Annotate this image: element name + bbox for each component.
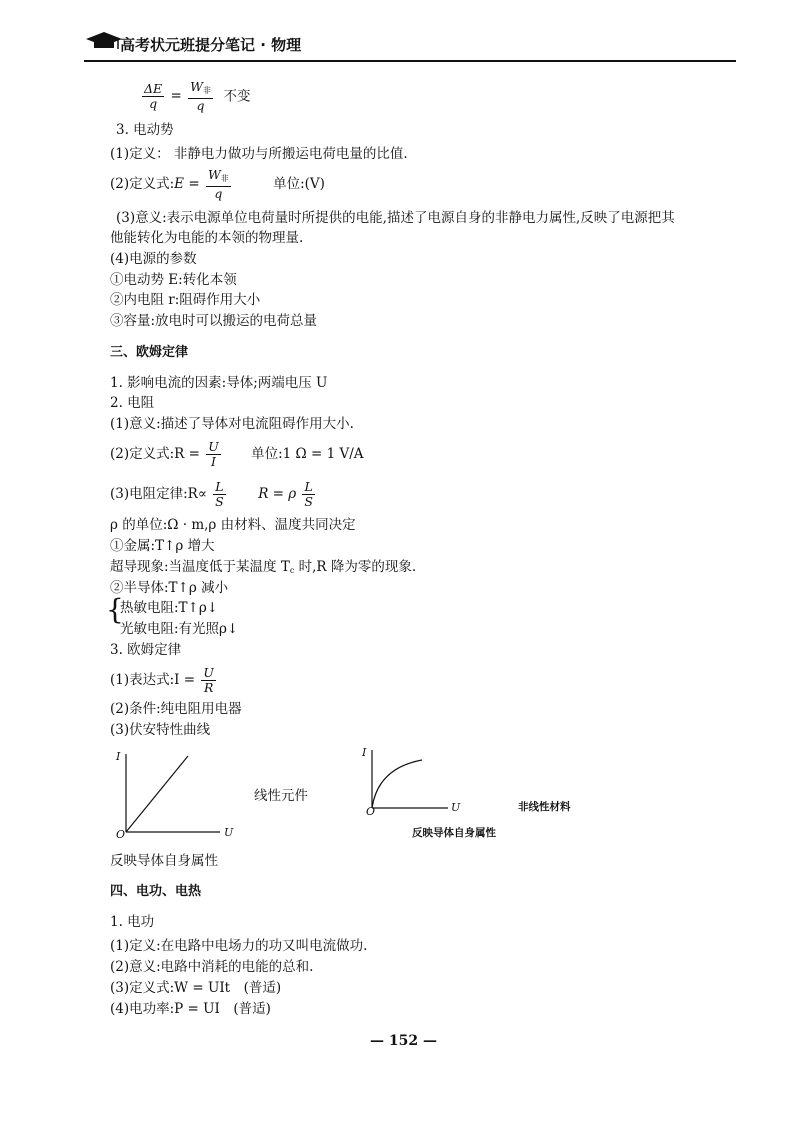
graph1-origin: O: [116, 828, 126, 841]
emf-params-heading: (4)电源的参数: [110, 251, 197, 267]
power-formula: (4)电功率:P = UI (普适): [110, 1001, 271, 1017]
graph1-line: [126, 756, 188, 832]
resistance-law: (3)电阻定律:R∝ $\frac{L}{S}$ R = ρ $\frac{L}{S}$: [110, 479, 313, 509]
top-formula: $\frac{\Delta E}{q}$ = $\frac{W_非}{q}$ 不变: [144, 79, 251, 113]
rho-unit: ρ 的单位:Ω · m,ρ 由材料、温度共同决定: [110, 517, 356, 533]
emf-formula: (2)定义式:E = $\frac{W_非}{q}$ 单位:(V): [110, 167, 325, 201]
graduation-cap-icon: [84, 30, 124, 50]
ohm-expression: (1)表达式:I = $\frac{U}{R}$: [110, 665, 214, 695]
emf-param-2: ②内电阻 r:阻碍作用大小: [110, 292, 261, 308]
brace: {: [106, 593, 124, 626]
ohm-factors: 1. 影响电流的因素:导体;两端电压 U: [110, 375, 328, 391]
emf-meaning-1: (3)意义:表示电源单位电荷量时所提供的电能,描述了电源自身的非静电力属性,反映了电源把其: [116, 210, 675, 226]
semiconductor-note: ②半导体:T↑ρ 减小: [110, 580, 229, 596]
emf-param-1: ①电动势 E:转化本领: [110, 272, 237, 288]
emf-def: (1)定义： 非静电力做功与所搬运电荷电量的比值.: [110, 146, 408, 162]
graph1-y-label: I: [116, 750, 121, 763]
header-title: 高考状元班提分笔记 · 物理: [120, 36, 302, 54]
graph1-caption: 反映导体自身属性: [110, 853, 218, 869]
page-number: — 152 —: [370, 1033, 437, 1049]
graph2-curve: [372, 760, 422, 808]
emf-meaning-2: 他能转化为电能的本领的物理量.: [110, 230, 304, 246]
ohm-section-title: 三、欧姆定律: [110, 345, 189, 360]
work-formula: (3)定义式:W = UIt (普适): [110, 980, 282, 996]
curve-heading: (3)伏安特性曲线: [110, 722, 211, 738]
photoresistor-note: 光敏电阻:有光照ρ↓: [120, 621, 239, 637]
graph1-label: 线性元件: [254, 788, 308, 804]
thermistor-note: 热敏电阻:T↑ρ↓: [120, 600, 219, 616]
ohm-law-heading: 3. 欧姆定律: [110, 642, 182, 658]
metal-note: ①金属:T↑ρ 增大: [110, 538, 215, 554]
graph2-x-label: U: [451, 801, 461, 814]
resistance-heading: 2. 电阻: [110, 395, 155, 411]
graph2-origin: O: [366, 805, 376, 818]
graph1-x-label: U: [224, 826, 234, 839]
superconduct-note: 超导现象:当温度低于某温度 $T_c$ 时,R 降为零的现象.: [110, 559, 417, 575]
header-rule: [84, 60, 736, 62]
graph2-label: 非线性材料: [518, 801, 571, 813]
linear-iv-graph: [112, 748, 242, 843]
power-section-title: 四、电功、电热: [110, 884, 202, 899]
emf-heading: 3. 电动势: [116, 122, 174, 138]
ohm-condition: (2)条件:纯电阻用电器: [110, 701, 242, 717]
resistance-meaning: (1)意义:描述了导体对电流阻碍作用大小.: [110, 416, 354, 432]
work-heading: 1. 电功: [110, 914, 155, 930]
graph2-y-label: I: [362, 746, 367, 759]
graph2-caption: 反映导体自身属性: [412, 827, 496, 839]
emf-param-3: ③容量:放电时可以搬运的电荷总量: [110, 313, 318, 329]
work-meaning: (2)意义:电路中消耗的电能的总和.: [110, 959, 314, 975]
work-def: (1)定义:在电路中电场力的功又叫电流做功.: [110, 938, 368, 954]
resistance-formula: (2)定义式:R = $\frac{U}{I}$ 单位:1 Ω = 1 V/A: [110, 439, 364, 469]
